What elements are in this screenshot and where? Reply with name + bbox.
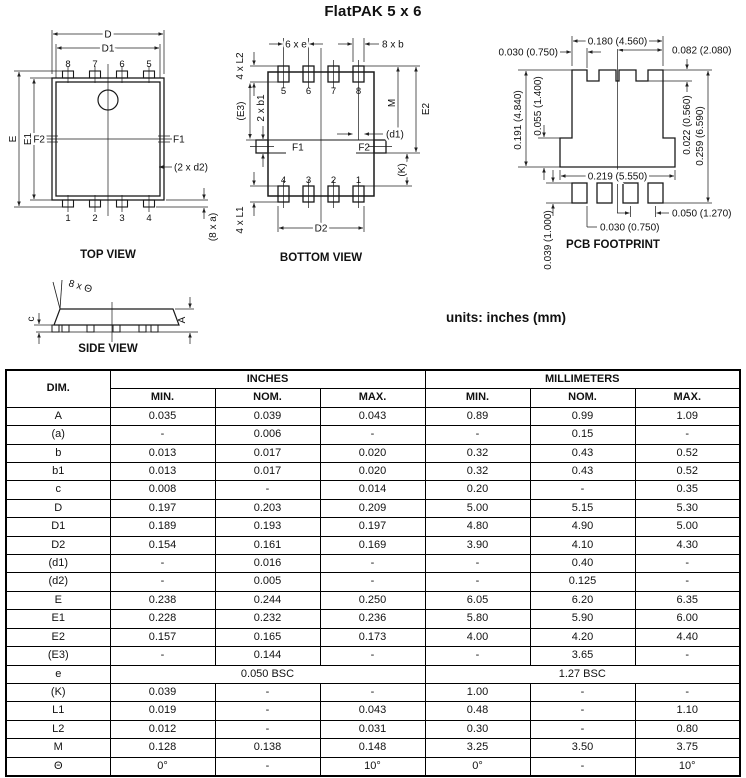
table-cell: 0.30 [425,720,530,738]
table-cell: 4.10 [530,536,635,554]
table-cell: 0.40 [530,555,635,573]
table-cell: - [320,555,425,573]
table-cell: 0.154 [110,536,215,554]
table-cell: D1 [6,518,110,536]
table-cell: (a) [6,426,110,444]
pin-number: 3 [119,213,125,224]
table-cell: 0.043 [320,407,425,425]
table-cell: 0.173 [320,628,425,646]
table-row [6,444,740,462]
table-cell: 0.228 [110,610,215,628]
bottom-view-package-outline [250,48,392,224]
table-cell: 0.013 [110,463,215,481]
table-cell: - [110,426,215,444]
table-cell: 6.00 [635,610,740,628]
table-cell: 1.10 [635,702,740,720]
dim-label-F1: F1 [292,142,304,154]
table-cell: 0.232 [215,610,320,628]
pin-number: 6 [119,59,125,70]
dimension-table [5,369,741,777]
table-cell: 4.00 [425,628,530,646]
table-row [6,739,740,757]
pin-number: 2 [92,213,98,224]
table-cell: - [320,573,425,591]
pin-number: 2 [330,175,337,186]
table-cell: 5.15 [530,499,635,517]
pin-number: 4 [280,175,287,186]
table-cell: - [320,683,425,701]
table-cell: 6.05 [425,591,530,609]
dim-label-2xb1: 2 x b1 [256,94,267,122]
pin-number: 1 [355,175,362,186]
table-row [6,518,740,536]
table-cell: 0.99 [530,407,635,425]
table-cell: - [110,647,215,665]
column-header-min-mm: MIN. [425,389,530,407]
dim-label-D1: D1 [101,43,115,55]
dim-label-8xa: (8 x a) [208,212,219,242]
table-cell: 10° [320,757,425,776]
dim-label-d1: (d1) [386,129,404,141]
table-cell: 0.031 [320,720,425,738]
table-cell: 0.005 [215,573,320,591]
table-cell: 3.50 [530,739,635,757]
units-note: units: inches (mm) [445,310,566,325]
column-header-max-in: MAX. [320,389,425,407]
dim-label-E3: (E3) [236,101,247,121]
column-group-millimeters: MILLIMETERS [425,370,740,389]
table-cell: 0.52 [635,463,740,481]
table-row [6,499,740,517]
pin-number: 5 [280,86,287,97]
table-cell: 0.189 [110,518,215,536]
dim-label-c: c [26,316,37,322]
side-view-caption: SIDE VIEW [78,343,138,355]
dim-label-notch-offset: 0.030 (0.750) [498,47,558,59]
table-cell: 0.144 [215,647,320,665]
table-row [6,426,740,444]
table-cell: 0.039 [215,407,320,425]
top-view-diagram [6,20,228,264]
table-cell: 0.209 [320,499,425,517]
table-cell: 1.00 [425,683,530,701]
table-cell: 4.40 [635,628,740,646]
table-cell: 0.006 [215,426,320,444]
table-cell: 0.019 [110,702,215,720]
dim-label-8xb: 8 x b [382,39,404,51]
table-cell: 0.236 [320,610,425,628]
table-cell: 6.20 [530,591,635,609]
table-row [6,536,740,554]
pin-number: 4 [146,213,152,224]
dim-label-height-left: 0.191 (4.840) [513,90,524,150]
dim-label-F2: F2 [33,134,45,146]
top-view-package-outline [44,64,172,216]
table-cell: A [6,407,110,425]
dim-label-D2: D2 [314,223,328,235]
table-cell: 0.43 [530,444,635,462]
dim-label-E1: E1 [23,132,34,146]
table-cell: 0.250 [320,591,425,609]
dimension-table-header [6,370,740,407]
table-row [6,702,740,720]
table-cell: - [110,555,215,573]
table-cell: 5.30 [635,499,740,517]
side-view-package-outline [36,280,198,342]
table-cell: - [215,720,320,738]
table-cell: 0.050 BSC [110,665,425,683]
table-row [6,665,740,683]
dim-label-E: E [8,135,19,143]
pin-number: 1 [65,213,71,224]
column-header-nom-in: NOM. [215,389,320,407]
table-cell: 4.80 [425,518,530,536]
table-cell: (d1) [6,555,110,573]
table-cell: - [635,683,740,701]
table-cell: 5.00 [425,499,530,517]
pin-number: 5 [146,59,152,70]
table-cell: 0.016 [215,555,320,573]
table-cell: 0.125 [530,573,635,591]
page-title: FlatPAK 5 x 6 [324,3,422,20]
table-cell: 0.138 [215,739,320,757]
table-cell: (d2) [6,573,110,591]
table-cell: - [635,647,740,665]
table-cell: 0.148 [320,739,425,757]
table-row [6,555,740,573]
table-cell: 3.25 [425,739,530,757]
table-cell: 4.90 [530,518,635,536]
table-cell: - [110,573,215,591]
column-group-inches: INCHES [110,370,425,389]
dim-table-body [6,407,740,776]
side-view-dimension-lines [34,297,194,344]
table-cell: (K) [6,683,110,701]
pcb-footprint-diagram [460,28,744,272]
table-cell: E2 [6,628,110,646]
table-row [6,628,740,646]
table-cell: 10° [635,757,740,776]
dim-label-F1: F1 [173,134,185,146]
pin-number: 7 [92,59,98,70]
pin-number: 6 [305,86,312,97]
pin-number: 3 [305,175,312,186]
table-cell: - [635,555,740,573]
table-cell: - [215,683,320,701]
pcb-footprint-caption: PCB FOOTPRINT [566,239,660,251]
table-cell: 0.012 [110,720,215,738]
table-cell: 3.65 [530,647,635,665]
bottom-view-diagram [230,14,462,266]
table-cell: 0.035 [110,407,215,425]
table-cell: 0.20 [425,481,530,499]
pin-number: 8 [65,59,71,70]
column-header-dim: DIM. [6,370,110,407]
table-cell: 0.193 [215,518,320,536]
table-cell: e [6,665,110,683]
table-cell: D2 [6,536,110,554]
dim-label-height-total: 0.259 (6.590) [695,106,706,166]
table-cell: 0.43 [530,463,635,481]
dim-label-K: (K) [397,163,408,177]
table-cell: 3.75 [635,739,740,757]
dim-label-6xe: 6 x e [285,39,307,51]
table-cell: - [635,573,740,591]
top-view-dimension-lines [14,30,208,219]
dim-label-E2: E2 [421,102,432,116]
table-cell: 4.20 [530,628,635,646]
table-cell: - [425,573,530,591]
table-cell: - [635,426,740,444]
table-cell: 0.020 [320,444,425,462]
table-cell: - [530,702,635,720]
table-cell: - [320,426,425,444]
table-row [6,407,740,425]
column-header-min-in: MIN. [110,389,215,407]
table-cell: E [6,591,110,609]
table-cell: 0.244 [215,591,320,609]
table-row [6,463,740,481]
dim-label-pad-width: 0.030 (0.750) [600,222,660,234]
table-cell: Θ [6,757,110,776]
dim-label-pad-pitch: 0.050 (1.270) [672,208,732,220]
pin-number: 7 [330,86,337,97]
table-cell: 6.35 [635,591,740,609]
table-cell: 5.00 [635,518,740,536]
table-cell: 0.197 [110,499,215,517]
table-cell: 0.32 [425,444,530,462]
table-cell: 5.80 [425,610,530,628]
table-cell: 0.008 [110,481,215,499]
table-cell: 0.017 [215,444,320,462]
table-cell: 0.014 [320,481,425,499]
table-cell: 0° [110,757,215,776]
table-cell: D [6,499,110,517]
table-cell: 0.238 [110,591,215,609]
table-cell: - [215,757,320,776]
table-row [6,720,740,738]
table-cell: L1 [6,702,110,720]
table-row [6,573,740,591]
column-header-max-mm: MAX. [635,389,740,407]
table-cell: - [320,647,425,665]
bottom-view-caption: BOTTOM VIEW [279,252,363,264]
table-cell: 0.013 [110,444,215,462]
table-cell: 0.020 [320,463,425,481]
table-cell: 5.90 [530,610,635,628]
table-cell: 0.52 [635,444,740,462]
table-cell: - [215,702,320,720]
dim-label-D: D [104,29,112,41]
table-row [6,610,740,628]
dim-label-2xd2: (2 x d2) [174,162,208,174]
dim-label-flange-width: 0.219 (5.550) [587,171,648,183]
footprint-pad-outline [560,46,675,213]
table-cell: - [425,426,530,444]
table-cell: 0.48 [425,702,530,720]
dim-label-right-top: 0.082 (2.080) [672,45,732,57]
dim-label-M: M [387,98,398,108]
dim-label-F2: F2 [358,142,370,154]
table-cell: - [530,757,635,776]
table-cell: 0.161 [215,536,320,554]
dim-label-notch-depth: 0.022 (0.560) [682,95,693,155]
dim-label-pad-height: 0.039 (1.000) [543,210,554,270]
table-cell: 0.89 [425,407,530,425]
table-cell: 4.30 [635,536,740,554]
table-cell: 0.169 [320,536,425,554]
table-cell: 0.128 [110,739,215,757]
table-row [6,591,740,609]
top-view-caption: TOP VIEW [80,249,136,261]
table-cell: - [530,481,635,499]
table-cell: b [6,444,110,462]
table-cell: c [6,481,110,499]
table-row [6,683,740,701]
dim-label-4xL2: 4 x L2 [235,52,246,80]
dim-label-top-width: 0.180 (4.560) [587,36,648,48]
table-cell: 0.32 [425,463,530,481]
table-cell: b1 [6,463,110,481]
table-row [6,757,740,776]
table-cell: 0.165 [215,628,320,646]
table-cell: 0° [425,757,530,776]
table-cell: 0.017 [215,463,320,481]
dim-label-4xL1: 4 x L1 [235,206,246,234]
side-view-diagram [8,272,228,358]
table-cell: 0.15 [530,426,635,444]
dim-label-A: A [177,316,188,324]
table-cell: - [530,720,635,738]
table-cell: 0.35 [635,481,740,499]
table-cell: - [215,481,320,499]
table-cell: 0.203 [215,499,320,517]
table-cell: - [425,555,530,573]
table-cell: - [425,647,530,665]
table-cell: 0.80 [635,720,740,738]
table-cell: (E3) [6,647,110,665]
table-cell: 0.157 [110,628,215,646]
table-cell: L2 [6,720,110,738]
table-cell: 0.043 [320,702,425,720]
table-row [6,481,740,499]
table-cell: E1 [6,610,110,628]
table-cell: 0.039 [110,683,215,701]
table-cell: M [6,739,110,757]
table-cell: 3.90 [425,536,530,554]
table-cell: 1.27 BSC [425,665,740,683]
table-row [6,647,740,665]
table-cell: 0.197 [320,518,425,536]
pin-number: 8 [355,86,362,97]
column-header-nom-mm: NOM. [530,389,635,407]
dim-label-8xtheta: 8 x Θ [67,278,94,296]
dim-label-flange-height: 0.055 (1.400) [533,76,544,136]
table-cell: 1.09 [635,407,740,425]
table-cell: - [530,683,635,701]
